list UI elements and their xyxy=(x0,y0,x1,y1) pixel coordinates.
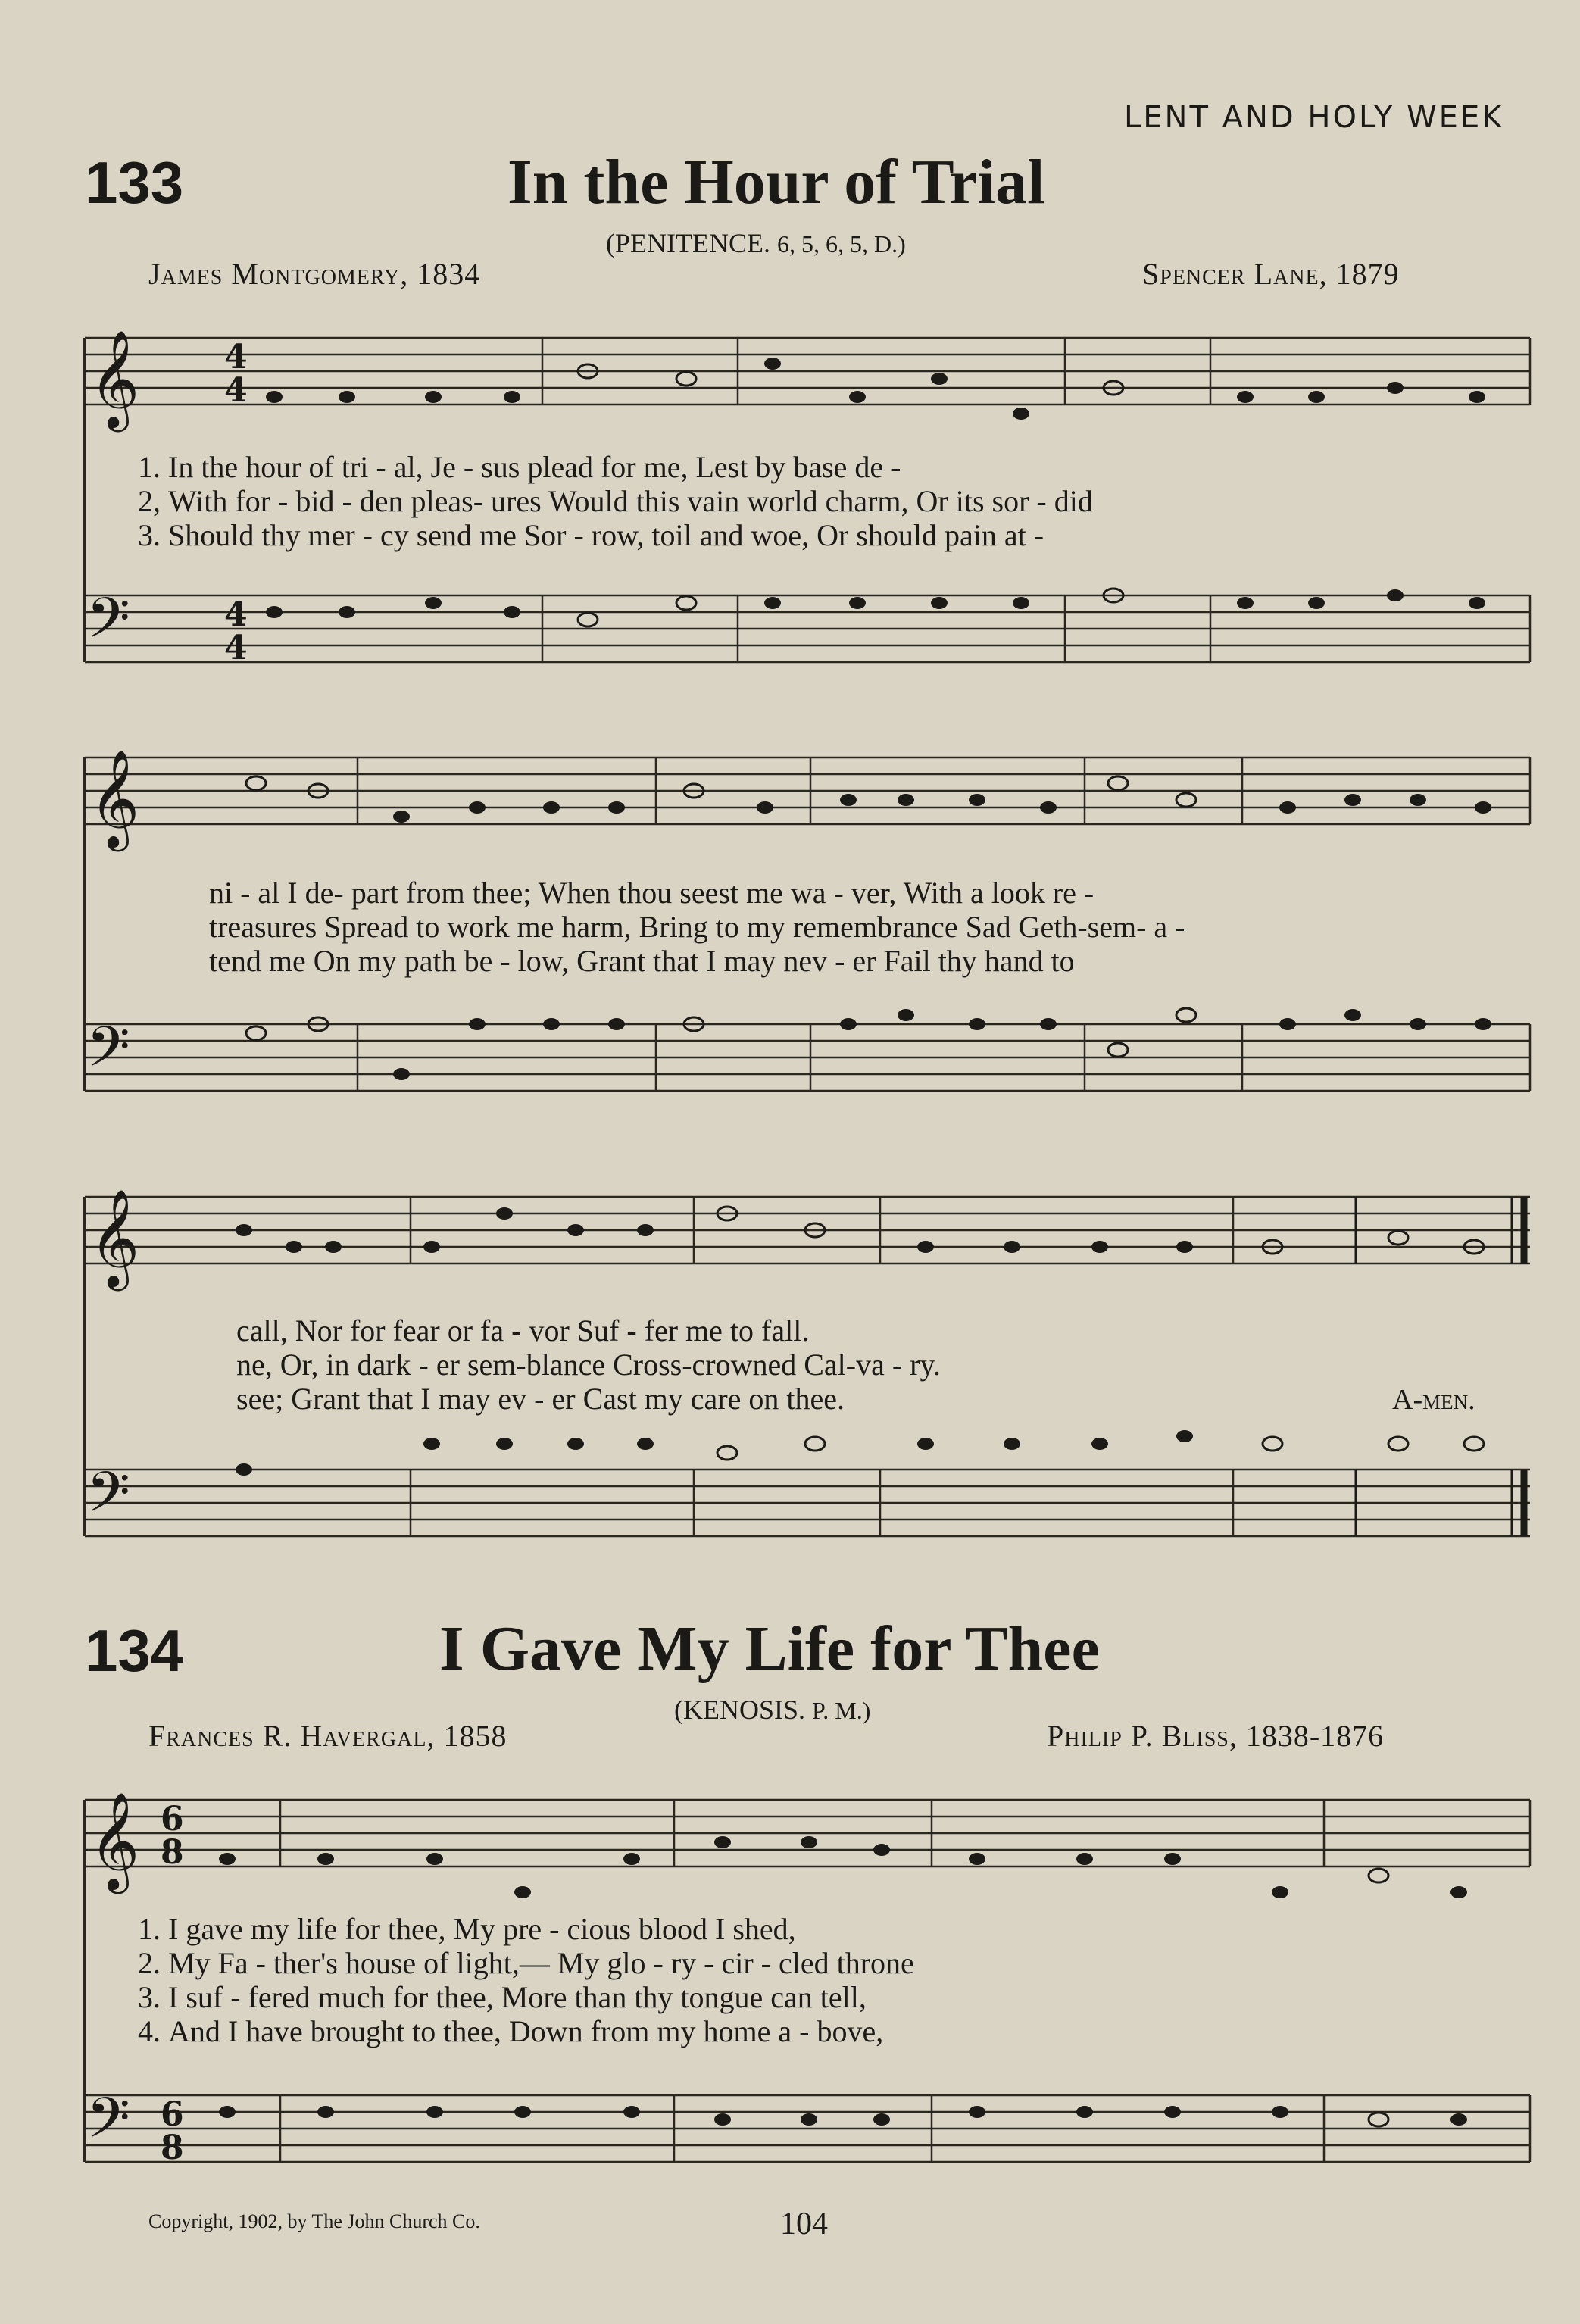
bass-clef-icon: 𝄢 xyxy=(86,1460,130,1539)
treble-clef-icon: 𝄞 xyxy=(89,1791,140,1890)
section-heading: LENT AND HOLY WEEK xyxy=(1124,100,1504,135)
bass-clef-icon: 𝄢 xyxy=(86,586,130,665)
hymn-title: In the Hour of Trial xyxy=(507,147,1045,217)
composer-credit: Spencer Lane, 1879 xyxy=(1142,257,1400,291)
page-number: 104 xyxy=(780,2207,828,2241)
composer-credit: Philip P. Bliss, 1838-1876 xyxy=(1047,1719,1385,1753)
svg-text:8: 8 xyxy=(161,2129,184,2167)
hymn-number: 133 xyxy=(85,149,184,216)
svg-text:4: 4 xyxy=(224,371,248,410)
svg-text:6: 6 xyxy=(161,2095,184,2134)
tune-label: (KENOSIS. xyxy=(674,1695,806,1725)
tune-name xyxy=(606,227,906,259)
svg-text:8: 8 xyxy=(161,1833,184,1872)
verse-line: ne, Or, in dark - er sem-blance Cross-crowned Cal-va - ry. xyxy=(236,1348,941,1382)
amen-label: A-men. xyxy=(1392,1384,1475,1416)
verse-line: tend me On my path be - low, Grant that I may nev - er Fail thy hand to xyxy=(209,944,1075,978)
hymn-number: 134 xyxy=(85,1617,184,1684)
copyright-notice: Copyright, 1902, by The John Church Co. xyxy=(148,2210,480,2232)
verse-line: 2. My Fa - ther's house of light,— My glo - ry - cir - cled throne xyxy=(138,1946,914,1980)
meter-label: P. M.) xyxy=(812,1697,871,1724)
treble-clef-icon: 𝄞 xyxy=(89,330,140,428)
svg-text:4: 4 xyxy=(224,595,248,634)
meter-label: 6, 5, 6, 5, D.) xyxy=(776,230,906,258)
time-signature: 6 xyxy=(161,1800,184,1838)
lyrics-hymn-134 xyxy=(121,1912,914,2048)
verse-line: 2, With for - bid - den pleas- ures Would this vain world charm, Or its sor - did xyxy=(138,484,1093,518)
verse-line: 1. In the hour of tri - al, Je - sus plead for me, Lest by base de - xyxy=(138,450,901,484)
lyrics-system-1 xyxy=(121,450,1093,552)
treble-clef-icon: 𝄞 xyxy=(89,749,140,848)
svg-text:4: 4 xyxy=(224,629,248,667)
time-signature: 4 xyxy=(224,338,248,376)
bass-clef-icon: 𝄢 xyxy=(86,2085,130,2165)
tune-label: (PENITENCE. xyxy=(606,228,770,258)
verse-line: call, Nor for fear or fa - vor Suf - fer me to fall. xyxy=(236,1313,810,1348)
treble-clef-icon: 𝄞 xyxy=(89,1189,140,1287)
verse-line: 3. I suf - fered much for thee, More than thy tongue can tell, xyxy=(138,1980,867,2014)
verse-line: ni - al I de- part from thee; When thou seest me wa - ver, With a look re - xyxy=(209,876,1094,910)
author-credit: James Montgomery, 1834 xyxy=(148,257,481,291)
verse-line: 1. I gave my life for thee, My pre - cious blood I shed, xyxy=(138,1912,796,1946)
verse-line: 3. Should thy mer - cy send me Sor - row, toil and woe, Or should pain at - xyxy=(138,518,1044,552)
tune-name xyxy=(674,1694,870,1726)
lyrics-system-2 xyxy=(209,876,1185,978)
bass-clef-icon: 𝄢 xyxy=(86,1014,130,1094)
verse-line: treasures Spread to work me harm, Bring to my remembrance Sad Geth-sem- a - xyxy=(209,910,1185,944)
final-barline xyxy=(1356,1197,1524,1536)
verse-line: see; Grant that I may ev - er Cast my care on thee. xyxy=(236,1382,845,1416)
lyrics-system-3 xyxy=(236,1313,941,1416)
author-credit: Frances R. Havergal, 1858 xyxy=(148,1719,507,1753)
verse-line: 4. And I have brought to thee, Down from my home a - bove, xyxy=(138,2014,884,2048)
hymn-title: I Gave My Life for Thee xyxy=(439,1613,1100,1684)
